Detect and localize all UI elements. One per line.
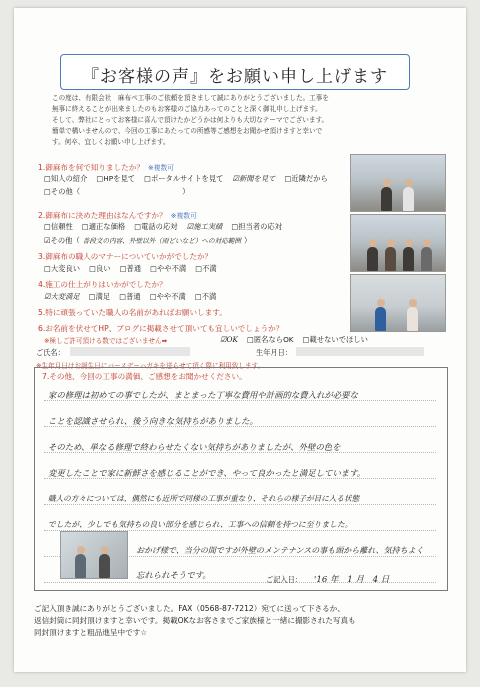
option-fair-price[interactable]: □適正な価格 (81, 222, 126, 231)
footer-line: ご記入頂き誠にありがとうございました。FAX（0568-87-7212）宛てに送って下さるか、 (34, 604, 345, 613)
question-6: 6.お名前を伏せてHP、ブログに掲載させて頂いても宜しいでしょうか？ (38, 324, 284, 333)
question-5: 5.特に頑張っていた職人の名前があればお願いします。 (38, 308, 227, 317)
question-2-note: ※複数可 (170, 212, 197, 220)
birthday-field[interactable] (296, 347, 424, 356)
other-close-paren: ） (243, 236, 252, 245)
option-slightly-dissatisfied[interactable]: □やや不満 (149, 292, 186, 301)
question-1-note: ※複数可 (147, 164, 175, 172)
question-1-label: 1.御麻布を何で知りましたか？ (38, 163, 144, 172)
customer-photo (60, 531, 128, 579)
option-dissatisfied[interactable]: □不満 (194, 292, 217, 301)
footer-line: 同封頂けますと粗品進呈中です☆ (34, 628, 148, 637)
option-anonymous-ok[interactable]: □匿名ならOK (246, 335, 294, 344)
intro-line: この度は、有限会社 麻布ペ工事のご依頼を頂きまして誠にありがとうございました。工事を (52, 94, 329, 102)
option-staff-response[interactable]: □担当者の応対 (231, 222, 282, 231)
question-2-other[interactable] (44, 235, 260, 246)
question-1-other[interactable]: □その他（ ） (44, 187, 190, 196)
other-handwritten-answer: 普段文の内容、外壁以外（雨どいなど）への対応範囲 (82, 237, 241, 245)
birthday-note: ※生年月日はお誕生日にバースデーハガキを送らせて頂く際に利用致します。 (36, 362, 265, 370)
staff-photo-3 (350, 274, 446, 332)
option-slightly-dissatisfied[interactable]: □やや不満 (150, 264, 187, 273)
intro-line: 無事に終えることが出来ましたのもお客様のご協力あってのことと深く御礼申し上げます。 (52, 105, 322, 113)
question-2-label: 2.御麻布に決めた理由はなんですか？ (38, 211, 167, 220)
question-2-options (44, 222, 291, 232)
comment-line: 家の修理は初めての事でしたが、まとまった丁寧な費用や計画的な費入れが必要な (48, 390, 358, 400)
comment-line: 忘れられそうです。 (136, 570, 211, 580)
option-referral[interactable]: □知人の紹介 (44, 174, 88, 183)
question-6-options (220, 335, 377, 345)
question-2 (38, 210, 197, 221)
title-banner (60, 54, 410, 90)
comment-line: おかげ様で、当分の間ですが外壁のメンテナンスの事も頭から離れ、気持ちよく (136, 546, 424, 555)
survey-sheet (14, 8, 466, 672)
question-4: 4.施工の仕上がりはいかがでしたか？ (38, 280, 167, 289)
name-field[interactable] (70, 347, 190, 356)
question-4-options (44, 292, 225, 302)
option-reliability[interactable]: □信頼性 (44, 222, 73, 231)
option-ok[interactable]: ☑OK (220, 335, 238, 344)
question-3: 3.御麻布の職人のマナーについていかがでしたか？ (38, 252, 213, 261)
footer-line: 返信封筒に同封頂けますと幸いです。掲載OKなお客さまでご家族様と一緒に撮影された写真も (34, 616, 356, 625)
other-checkbox-label: ☑その他（ (44, 236, 80, 245)
comment-line: ことを認識させられ、後う向きな気持ちがありました。 (48, 416, 258, 426)
option-satisfied[interactable]: □満足 (88, 292, 111, 301)
option-very-good[interactable]: □大変良い (44, 264, 81, 273)
option-very-satisfied[interactable]: ☑大変満足 (44, 292, 80, 301)
option-portal-site[interactable]: □ポータルサイトを見て (144, 174, 224, 183)
birthday-label: 生年月日： (256, 348, 292, 357)
question-7: 7.その他、今回の工事の満価、ご感想をお聞かせください。 (42, 372, 247, 381)
option-phone-response[interactable]: □電話の応対 (134, 222, 178, 231)
comment-line: 変更したことで家に新鮮さを感じることができ、やって良かったと満足しています。 (48, 468, 366, 478)
question-3-options (44, 264, 226, 274)
question-1 (38, 162, 174, 173)
comment-line: でしたが、少しでも気持ちの良い部分を感じられ、工事への信頼を持つに至りました。 (48, 520, 353, 529)
staff-photo-1 (350, 154, 446, 212)
name-label: ご氏名： (36, 348, 65, 357)
intro-line: そして、弊社にとってお客様に喜んで頂けたかどうかは何よりも大切なテーマでございます。 (52, 116, 329, 124)
option-neighborhood[interactable]: □近隣だから (284, 174, 328, 183)
option-newspaper[interactable]: ☑新聞を見て (232, 174, 276, 183)
intro-line: す。何卒、宜しくお願い申し上げます。 (52, 138, 170, 146)
page-title: 『お客様の声』をお願い申し上げます (82, 67, 388, 87)
comment-line: そのため、単なる修理で終わらせたくない気持ちがありましたが、外壁の色を (48, 442, 341, 452)
option-average[interactable]: □普通 (119, 292, 141, 301)
staff-photo-2 (350, 214, 446, 272)
comment-line: 職人の方々については、偶然にも近所で同様の工事が重なり、それらの様子が目に入る状態 (48, 494, 360, 503)
intro-line: 簡単で構いませんので、今回の工事にあたっての所感等ご感想をお聞かせ頂けますと幸いで (52, 127, 323, 135)
option-dissatisfied[interactable]: □不満 (195, 264, 217, 273)
option-do-not-post[interactable]: □載せないでほしい (302, 335, 368, 344)
option-homepage[interactable]: □HPを見て (96, 174, 136, 183)
date-label: ご記入日： (266, 575, 302, 584)
question-6-sub: ※極しご許可頂ける数ではございません➡ (44, 337, 168, 345)
question-1-options (44, 174, 337, 184)
date-value: '16 年 1 月 4 日 (314, 575, 390, 585)
option-good[interactable]: □良い (89, 264, 111, 273)
option-track-record[interactable]: ☑施工実績 (186, 222, 223, 231)
option-average[interactable]: □普通 (119, 264, 142, 273)
